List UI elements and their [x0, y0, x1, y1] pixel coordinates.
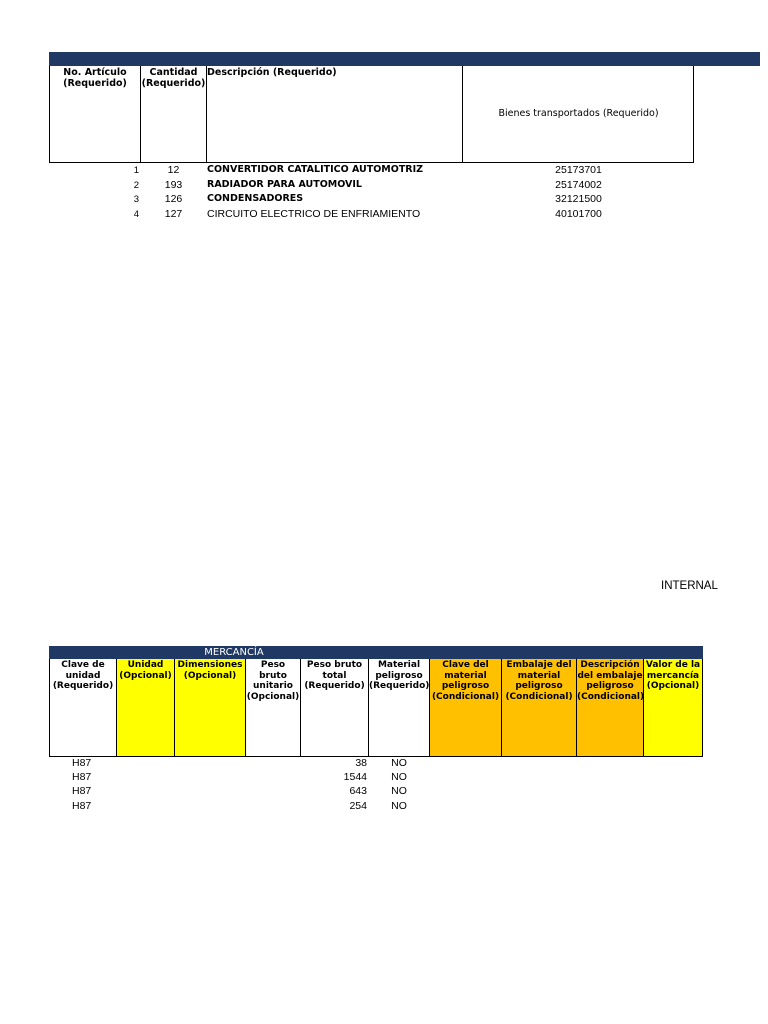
articles-header-band-extension — [694, 52, 760, 66]
table-row — [49, 757, 703, 771]
article-quantity: 127 — [164, 208, 183, 220]
header-unidad: Unidad (Opcional) — [117, 659, 175, 756]
unit-key: H87 — [72, 757, 92, 769]
header-clave-material-peligroso: Clave del material peligroso (Condicional) — [430, 659, 502, 756]
article-description: CIRCUITO ELECTRICO DE ENFRIAMIENTO — [207, 208, 421, 220]
header-bienes-transportados: Bienes transportados (Requerido) — [498, 108, 659, 119]
mercancia-table-header — [49, 659, 703, 757]
article-number: 1 — [133, 165, 139, 176]
articles-header-band — [49, 52, 694, 66]
table-row — [49, 771, 703, 785]
table-row — [49, 179, 694, 194]
mercancia-title: MERCANCÍA — [204, 647, 264, 658]
header-peso-bruto-unitario: Peso bruto unitario (Opcional) — [246, 659, 301, 756]
article-description: CONVERTIDOR CATALITICO AUTOMOTRIZ — [207, 164, 424, 175]
unit-key: H87 — [72, 771, 92, 783]
unit-key: H87 — [72, 785, 92, 797]
article-quantity: 126 — [164, 193, 183, 205]
gross-weight-total: 1544 — [343, 771, 367, 783]
article-goods-code: 32121500 — [555, 193, 602, 205]
header-material-peligroso: Material peligroso (Requerido) — [369, 659, 430, 756]
header-valor-mercancia: Valor de la mercancía (Opcional) — [644, 659, 702, 756]
article-description: CONDENSADORES — [207, 193, 304, 204]
article-number: 2 — [133, 180, 139, 191]
article-goods-code: 40101700 — [555, 208, 602, 220]
header-cantidad: Cantidad (Requerido) — [141, 66, 207, 162]
header-no-articulo: No. Artículo (Requerido) — [50, 66, 141, 162]
header-descripcion: Descripción (Requerido) — [207, 66, 463, 162]
article-quantity: 12 — [167, 164, 180, 176]
header-peso-bruto-total: Peso bruto total (Requerido) — [301, 659, 369, 756]
header-embalaje-material-peligroso: Embalaje del material peligroso (Condicional) — [502, 659, 577, 756]
article-number: 3 — [133, 194, 139, 205]
article-goods-code: 25173701 — [555, 164, 602, 176]
mercancia-header-band — [49, 646, 703, 659]
gross-weight-total: 38 — [355, 757, 367, 769]
hazardous-material: NO — [391, 800, 407, 812]
article-quantity: 193 — [164, 179, 183, 191]
gross-weight-total: 643 — [349, 785, 367, 797]
unit-key: H87 — [72, 800, 92, 812]
table-row — [49, 785, 703, 799]
articles-table-header — [49, 66, 694, 163]
hazardous-material: NO — [391, 785, 407, 797]
table-row — [49, 164, 694, 179]
article-description: RADIADOR PARA AUTOMOVIL — [207, 179, 362, 190]
header-dimensiones: Dimensiones (Opcional) — [175, 659, 246, 756]
table-row — [49, 193, 694, 208]
hazardous-material: NO — [391, 757, 407, 769]
table-row — [49, 208, 694, 223]
header-descripcion-embalaje: Descripción del embalaje peligroso (Condicional) — [577, 659, 644, 756]
classification-label: INTERNAL — [661, 580, 718, 592]
gross-weight-total: 254 — [349, 800, 367, 812]
hazardous-material: NO — [391, 771, 407, 783]
article-goods-code: 25174002 — [555, 179, 602, 191]
article-number: 4 — [133, 209, 139, 220]
table-row — [49, 800, 703, 814]
header-clave-unidad: Clave de unidad (Requerido) — [50, 659, 117, 756]
